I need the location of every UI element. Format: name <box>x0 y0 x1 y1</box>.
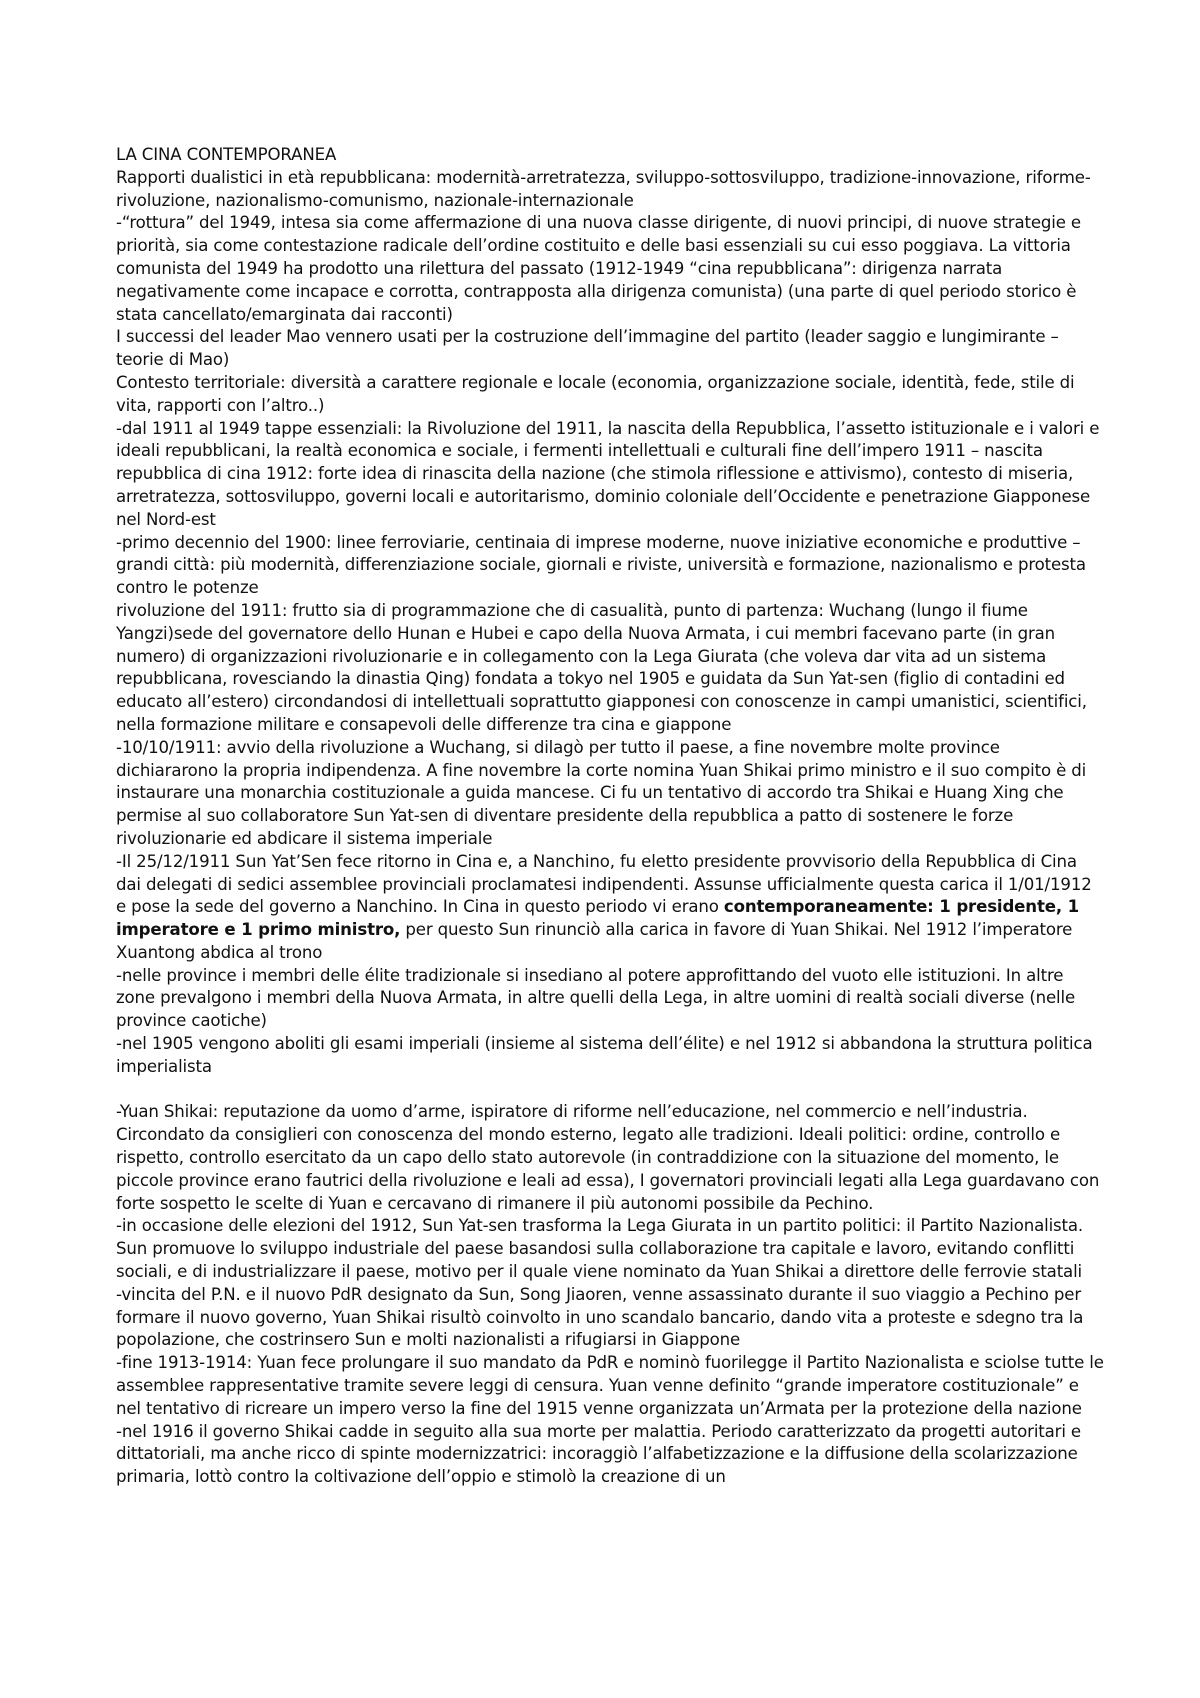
paragraph: Rapporti dualistici in età repubblicana: modernità-arretratezza, sviluppo-sottosviluppo, tradizione-innovazione, riforme-rivoluzione, nazionalismo-comunismo, nazionale-internazionale <box>116 167 1091 210</box>
paragraph: -primo decennio del 1900: linee ferroviarie, centinaia di imprese moderne, nuove iniziative economiche e produttive – grandi città: più modernità, differenziazione sociale, giornali e riviste, università e formazione, nazionalismo e protesta contro le potenze <box>116 532 1086 598</box>
paragraph: -dal 1911 al 1949 tappe essenziali: la Rivoluzione del 1911, la nascita della Repubblica, l’assetto istituzionale e i valori e ideali repubblicani, la realtà economica e sociale, i fermenti intellettuali e culturali fine dell’impero 1911 – nascita repubblica di cina 1912: forte idea di rinascita della nazione (che stimola riflessione e attivismo), contesto di miseria, arretratezza, sottosviluppo, governi locali e autoritarismo, dominio coloniale dell’Occidente e penetrazione Giapponese nel Nord-est <box>116 418 1100 529</box>
paragraph: -“rottura” del 1949, intesa sia come affermazione di una nuova classe dirigente, di nuovi principi, di nuove strategie e priorità, sia come contestazione radicale dell’ordine costituito e delle basi essenziali su cui esso poggiava. La vittoria comunista del 1949 ha prodotto una rilettura del passato (1912-1949 “cina repubblicana”: dirigenza narrata negativamente come incapace e corrotta, contrapposta alla dirigenza comunista) (una parte di quel periodo storico è stata cancellato/emarginata dai racconti) <box>116 213 1081 324</box>
paragraph: -10/10/1911: avvio della rivoluzione a Wuchang, si dilagò per tutto il paese, a fine novembre molte province dichiararono la propria indipendenza. A fine novembre la corte nomina Yuan Shikai primo ministro e il suo compito è di instaurare una monarchia costituzionale a guida mancese. Ci fu un tentativo di accordo tra Shikai e Huang Xing che permise al suo collaboratore Sun Yat-sen di diventare presidente della repubblica a patto di sostenere le forze rivoluzionarie ed abdicare il sistema imperiale <box>116 737 1087 848</box>
paragraph: Contesto territoriale: diversità a carattere regionale e locale (economia, organizzazione sociale, identità, fede, stile di vita, rapporti con l’altro..) <box>116 372 1075 415</box>
paragraph: -Yuan Shikai: reputazione da uomo d’arme, ispiratore di riforme nell’educazione, nel commercio e nell’industria. Circondato da consiglieri con conoscenza del mondo esterno, legato alle tradizioni. Ideali politici: ordine, controllo e rispetto, controllo esercitato da un capo dello stato autorevole (in contraddizione con la situazione del momento, le piccole province erano fautrici della rivoluzione e leali ad essa), I governatori provinciali legati alla Lega guardavano con forte sospetto le scelte di Yuan e cercavano di rimanere il più autonomi possibile da Pechino. <box>116 1102 1100 1213</box>
paragraph: -in occasione delle elezioni del 1912, Sun Yat-sen trasforma la Lega Giurata in un partito politici: il Partito Nazionalista. Sun promuove lo sviluppo industriale del paese basandosi sulla collaborazione tra capitale e lavoro, evitando conflitti sociali, e di industrializzare il paese, motivo per il quale viene nominato da Yuan Shikai a direttore delle ferrovie statali <box>116 1216 1084 1282</box>
blank-line <box>116 1079 1106 1102</box>
paragraph: -nel 1916 il governo Shikai cadde in seguito alla sua morte per malattia. Periodo caratterizzato da progetti autoritari e dittatoriali, ma anche ricco di spinte modernizzatrici: incoraggiò l’alfabetizzazione e la diffusione della scolarizzazione primaria, lottò contro la coltivazione dell’oppio e stimolò la creazione di un <box>116 1421 1081 1487</box>
paragraph: -nel 1905 vengono aboliti gli esami imperiali (insieme al sistema dell’élite) e nel 1912 si abbandona la struttura politica imperialista <box>116 1034 1093 1076</box>
paragraph: I successi del leader Mao vennero usati per la costruzione dell’immagine del partito (leader saggio e lungimirante – teorie di Mao) <box>116 327 1059 370</box>
document-body <box>116 144 1106 1489</box>
paragraph: -fine 1913-1914: Yuan fece prolungare il suo mandato da PdR e nominò fuorilegge il Partito Nazionalista e sciolse tutte le assemblee rappresentative tramite severe leggi di censura. Yuan venne definito “grande imperatore costituzionale” e nel tentativo di ricreare un impero verso la fine del 1915 venne organizzata un’Armata per la protezione della nazione <box>116 1353 1104 1418</box>
paragraph-text: -Il 25/12/1911 Sun Yat’Sen fece ritorno in Cina e, a Nanchino, fu eletto presidente provvisorio della Repubblica di Cina dai delegati di sedici assemblee provinciali proclamatesi indipendenti. Assunse ufficialmente questa carica il 1/01/1912 e pose la sede del governo a Nanchino. In Cina in questo periodo vi erano <box>116 851 1092 917</box>
document-title: LA CINA CONTEMPORANEA <box>116 145 337 164</box>
paragraph-text: per questo Sun rinunciò alla carica in favore di Yuan Shikai. Nel 1912 l’imperatore Xuantong abdica al trono <box>116 920 1073 962</box>
emphasis-text: contemporaneamente: 1 presidente, 1 imperatore e 1 primo ministro, <box>116 897 1080 940</box>
paragraph: -nelle province i membri delle élite tradizionale si insediano al potere approfittando del vuoto elle istituzioni. In altre zone prevalgono i membri della Nuova Armata, in altre quelli della Lega, in altre uomini di realtà sociali diverse (nelle province caotiche) <box>116 965 1076 1031</box>
paragraph: -vincita del P.N. e il nuovo PdR designato da Sun, Song Jiaoren, venne assassinato durante il suo viaggio a Pechino per formare il nuovo governo, Yuan Shikai risultò coinvolto in uno scandalo bancario, dando vita a proteste e sdegno tra la popolazione, che costrinsero Sun e molti nazionalisti a rifugiarsi in Giappone <box>116 1284 1084 1350</box>
paragraph: rivoluzione del 1911: frutto sia di programmazione che di casualità, punto di partenza: Wuchang (lungo il fiume Yangzi)sede del governatore dello Hunan e Hubei e capo della Nuova Armata, i cui membri facevano parte (in gran numero) di organizzazioni rivoluzionarie e in collegamento con la Lega Giurata (che voleva dar vita ad un sistema repubblicana, rovesciando la dinastia Qing) fondata a tokyo nel 1905 e guidata da Sun Yat-sen (figlio di contadini ed educato all’estero) circondandosi di intellettuali soprattutto giapponesi con conoscenze in campi umanistici, scientifici, nella formazione militare e consapevoli delle differenze tra cina e giappone <box>116 600 1087 734</box>
paragraph-with-emphasis <box>116 851 1106 965</box>
